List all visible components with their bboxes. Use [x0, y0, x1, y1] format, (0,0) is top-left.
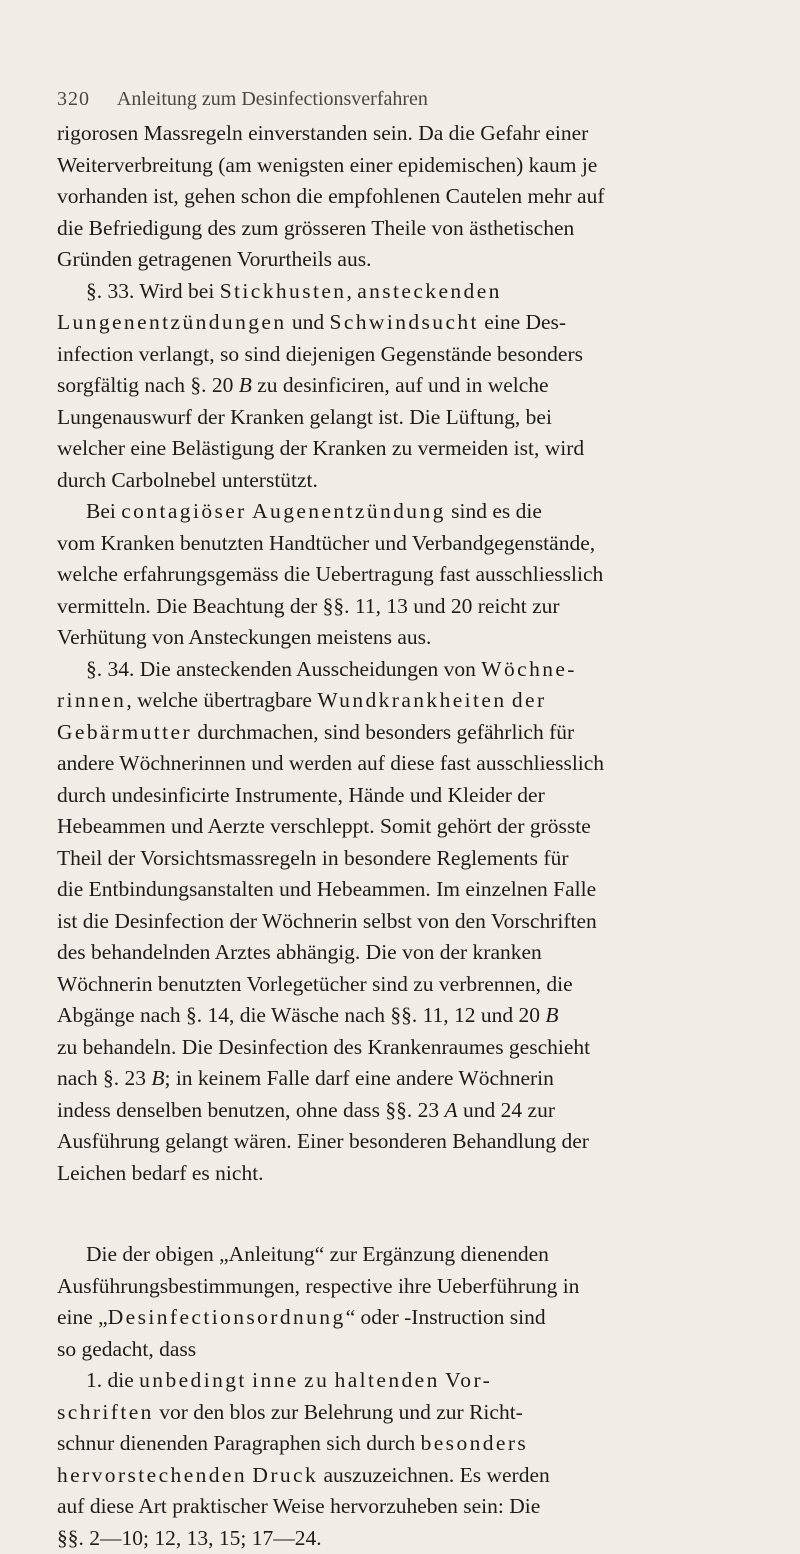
text-line	[57, 1302, 546, 1334]
spaced-emphasis-text: der	[512, 688, 547, 712]
text-run: des behandelnden Arztes abhängig. Die von der kranken	[57, 940, 542, 964]
text-line	[57, 1523, 322, 1554]
text-run: Hebeammen und Aerzte verschleppt. Somit gehört der grösste	[57, 814, 591, 838]
spaced-emphasis-text: Desinfectionsordnung	[108, 1305, 346, 1329]
spaced-emphasis-text: Lungenentzündungen	[57, 310, 286, 334]
text-line	[57, 622, 431, 654]
text-run: ist die Desinfection der Wöchnerin selbst von den Vorschriften	[57, 909, 597, 933]
text-line	[57, 1428, 528, 1460]
text-line	[57, 118, 588, 150]
text-run: Die der obigen „Anleitung“ zur Ergänzung dienenden	[86, 1242, 549, 1266]
spaced-emphasis-text: hervorstechenden	[57, 1463, 247, 1487]
spaced-emphasis-text: schriften	[57, 1400, 154, 1424]
text-run: welcher eine Belästigung der Kranken zu vermeiden ist, wird	[57, 436, 584, 460]
text-line	[57, 370, 549, 402]
text-line	[57, 402, 552, 434]
spaced-emphasis-text: zu	[304, 1368, 329, 1392]
text-run: Ausführungsbestimmungen, respective ihre Ueberführung in	[57, 1274, 579, 1298]
text-run: ,	[346, 279, 357, 303]
text-run: vorhanden ist, gehen schon die empfohlenen Cautelen mehr auf	[57, 184, 604, 208]
text-line	[57, 465, 318, 497]
italic-text: B	[239, 373, 252, 397]
text-line	[57, 937, 542, 969]
text-line	[57, 748, 604, 780]
text-run: Leichen bedarf es nicht.	[57, 1161, 264, 1185]
text-line	[57, 181, 604, 213]
text-run: durch undesinficirte Instrumente, Hände und Kleider der	[57, 783, 545, 807]
text-run: vor den blos zur Belehrung und zur Richt-	[154, 1400, 523, 1424]
text-run: eine „	[57, 1305, 108, 1329]
spaced-emphasis-text: rinnen	[57, 688, 126, 712]
running-header	[57, 88, 428, 111]
italic-text: A	[445, 1098, 458, 1122]
text-run: Lungenauswurf der Kranken gelangt ist. Die Lüftung, bei	[57, 405, 552, 429]
text-line	[57, 307, 566, 339]
text-line	[57, 717, 574, 749]
spaced-emphasis-text: Vor-	[445, 1368, 492, 1392]
spaced-emphasis-text: unbedingt	[139, 1368, 247, 1392]
text-run: andere Wöchnerinnen und werden auf diese fast ausschliesslich	[57, 751, 604, 775]
text-line	[57, 1491, 540, 1523]
text-run: sorgfältig nach §. 20	[57, 373, 239, 397]
text-run: §. 33. Wird bei	[86, 279, 220, 303]
text-line	[57, 244, 371, 276]
text-run: zu behandeln. Die Desinfection des Krankenraumes geschieht	[57, 1035, 590, 1059]
text-run: Ausführung gelangt wären. Einer besonderen Behandlung der	[57, 1129, 589, 1153]
spaced-emphasis-text: ansteckenden	[357, 279, 502, 303]
text-line	[57, 1126, 589, 1158]
text-line	[57, 1063, 554, 1095]
text-line	[57, 969, 573, 1001]
text-line	[86, 496, 542, 528]
text-line	[57, 1095, 555, 1127]
text-line	[86, 654, 577, 686]
text-line	[57, 339, 583, 371]
italic-text: B	[545, 1003, 558, 1027]
text-line	[57, 591, 560, 623]
running-title: Anleitung zum Desinfectionsverfahren	[117, 88, 428, 110]
text-line	[57, 150, 597, 182]
spaced-emphasis-text: Gebärmutter	[57, 720, 192, 744]
text-line	[57, 780, 545, 812]
spaced-emphasis-text: Druck	[252, 1463, 318, 1487]
text-run: vom Kranken benutzten Handtücher und Verbandgegenstände,	[57, 531, 595, 555]
text-run: Gründen getragenen Vorurtheils aus.	[57, 247, 371, 271]
text-run: auf diese Art praktischer Weise hervorzuheben sein: Die	[57, 1494, 540, 1518]
italic-text: B	[151, 1066, 164, 1090]
text-run: durch Carbolnebel unterstützt.	[57, 468, 318, 492]
text-line	[57, 559, 603, 591]
spaced-emphasis-text: besonders	[421, 1431, 529, 1455]
spaced-emphasis-text: Stickhusten	[220, 279, 347, 303]
text-run: und	[286, 310, 329, 334]
text-run: vermitteln. Die Beachtung der §§. 11, 13 und 20 reicht zur	[57, 594, 560, 618]
text-run: schnur dienenden Paragraphen sich durch	[57, 1431, 421, 1455]
text-run: rigorosen Massregeln einverstanden sein. Da die Gefahr einer	[57, 121, 588, 145]
text-line	[57, 811, 591, 843]
text-run: und 24 zur	[458, 1098, 555, 1122]
text-line	[57, 685, 547, 717]
text-line	[57, 433, 584, 465]
text-run: die Entbindungsanstalten und Hebeammen. Im einzelnen Falle	[57, 877, 596, 901]
text-line	[57, 1000, 559, 1032]
spaced-emphasis-text: Schwindsucht	[329, 310, 478, 334]
text-line	[57, 843, 569, 875]
text-run: Abgänge nach §. 14, die Wäsche nach §§. 11, 12 und 20	[57, 1003, 545, 1027]
page-number: 320	[57, 88, 113, 111]
text-run: auszuzeichnen. Es werden	[318, 1463, 550, 1487]
spaced-emphasis-text: contagiöser	[121, 499, 247, 523]
spaced-emphasis-text: haltenden	[335, 1368, 440, 1392]
text-line	[86, 1365, 492, 1397]
text-line	[57, 1334, 196, 1366]
text-line	[57, 528, 595, 560]
text-run: Bei	[86, 499, 121, 523]
text-run: Wöchnerin benutzten Vorlegetücher sind zu verbrennen, die	[57, 972, 573, 996]
text-line	[57, 874, 596, 906]
text-run: eine Des-	[479, 310, 566, 334]
text-run: §§. 2—10; 12, 13, 15; 17—24.	[57, 1526, 322, 1550]
text-run: infection verlangt, so sind diejenigen Gegenstände besonders	[57, 342, 583, 366]
text-run: “ oder -Instruction sind	[346, 1305, 546, 1329]
text-line	[57, 1397, 523, 1429]
spaced-emphasis-text: inne	[252, 1368, 299, 1392]
text-run: ; in keinem Falle darf eine andere Wöchnerin	[164, 1066, 553, 1090]
text-line	[57, 1460, 550, 1492]
text-run: Theil der Vorsichtsmassregeln in besondere Reglements für	[57, 846, 569, 870]
text-line	[57, 1032, 590, 1064]
text-run: , welche übertragbare	[126, 688, 317, 712]
text-run: durchmachen, sind besonders gefährlich für	[192, 720, 574, 744]
text-run: 1. die	[86, 1368, 139, 1392]
text-run: so gedacht, dass	[57, 1337, 196, 1361]
text-run: indess denselben benutzen, ohne dass §§. 23	[57, 1098, 445, 1122]
text-line	[57, 1271, 579, 1303]
spaced-emphasis-text: Wöchne-	[481, 657, 577, 681]
text-run: nach §. 23	[57, 1066, 151, 1090]
text-run: sind es die	[446, 499, 542, 523]
spaced-emphasis-text: Wundkrankheiten	[317, 688, 506, 712]
text-run: Verhütung von Ansteckungen meistens aus.	[57, 625, 431, 649]
text-line	[57, 213, 574, 245]
spaced-emphasis-text: Augenentzündung	[252, 499, 446, 523]
text-line	[86, 276, 502, 308]
text-run: die Befriedigung des zum grösseren Theile von ästhetischen	[57, 216, 574, 240]
text-line	[57, 1158, 264, 1190]
text-run: welche erfahrungsgemäss die Uebertragung fast ausschliesslich	[57, 562, 603, 586]
text-run: §. 34. Die ansteckenden Ausscheidungen von	[86, 657, 481, 681]
text-run: Weiterverbreitung (am wenigsten einer epidemischen) kaum je	[57, 153, 597, 177]
text-run: zu desinficiren, auf und in welche	[252, 373, 549, 397]
text-line	[86, 1239, 549, 1271]
text-line	[57, 906, 597, 938]
